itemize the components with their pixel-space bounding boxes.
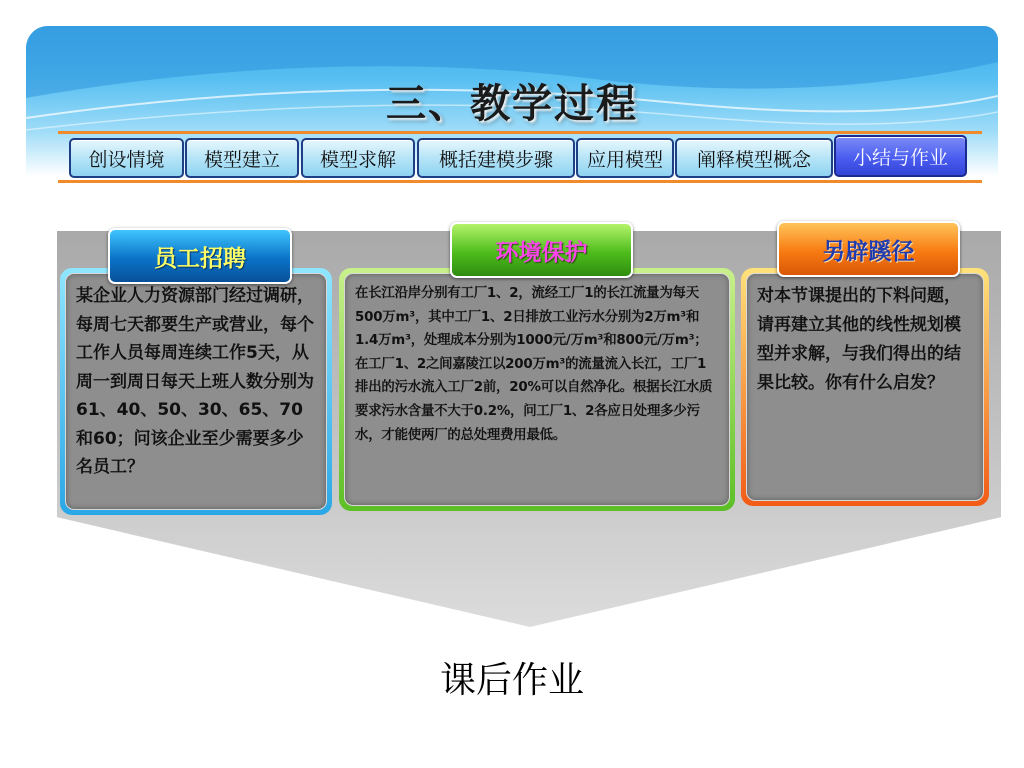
badge-alternative-approach: 另辟蹊径 [777,221,960,277]
card-alternative-approach [741,268,989,506]
tab-yingyong-moxing[interactable]: 应用模型 [576,138,674,178]
badge-staff-recruitment: 员工招聘 [108,228,292,284]
card-staff-recruitment [60,268,332,515]
page-title: 三、教学过程 [386,80,638,127]
tab-moxing-qiujie[interactable]: 模型求解 [301,138,415,178]
tab-rule-bottom [58,180,982,183]
tab-chuangshe-qingjing[interactable]: 创设情境 [69,138,184,178]
card-environment-protection [339,268,735,511]
tab-moxing-jianli[interactable]: 模型建立 [185,138,299,178]
card-alternative-approach-text: 对本节课提出的下料问题，请再建立其他的线性规划模型并求解，与我们得出的结果比较。你有什么启发？ [757,286,961,393]
badge-environment-protection: 环境保护 [450,222,633,278]
tab-gaikuo-jianmo-buzhou[interactable]: 概括建模步骤 [417,138,575,178]
card-environment-protection-text: 在长江沿岸分别有工厂1、2，流经工厂1的长江流量为每天500万m³，其中工厂1、2日排放工业污水分别为2万m³和1.4万m³，处理成本分别为1000元/万m³和800元/万m³；在工厂1、2之间嘉陵江以200万m³的流量流入长江，工厂1排出的污水流入工厂2前，20%可以自然净化。根据长江水质要求污水含量不大于0.2%，问工厂1、2各应日处理多少污水，才能使两厂的总处理费用最低。 [355,286,713,443]
tab-rule-top [58,131,982,134]
card-staff-recruitment-text: 某企业人力资源部门经过调研，每周七天都要生产或营业，每个工作人员每周连续工作5天，从周一到周日每天上班人数分别为61、40、50、30、65、70和60；问该企业至少需要多少名员工？ [76,286,314,477]
tab-xiaojie-yu-zuoye[interactable]: 小结与作业 [834,135,967,177]
homework-caption: 课后作业 [439,660,584,701]
tab-chanshi-moxing-gainian[interactable]: 阐释模型概念 [675,138,833,178]
